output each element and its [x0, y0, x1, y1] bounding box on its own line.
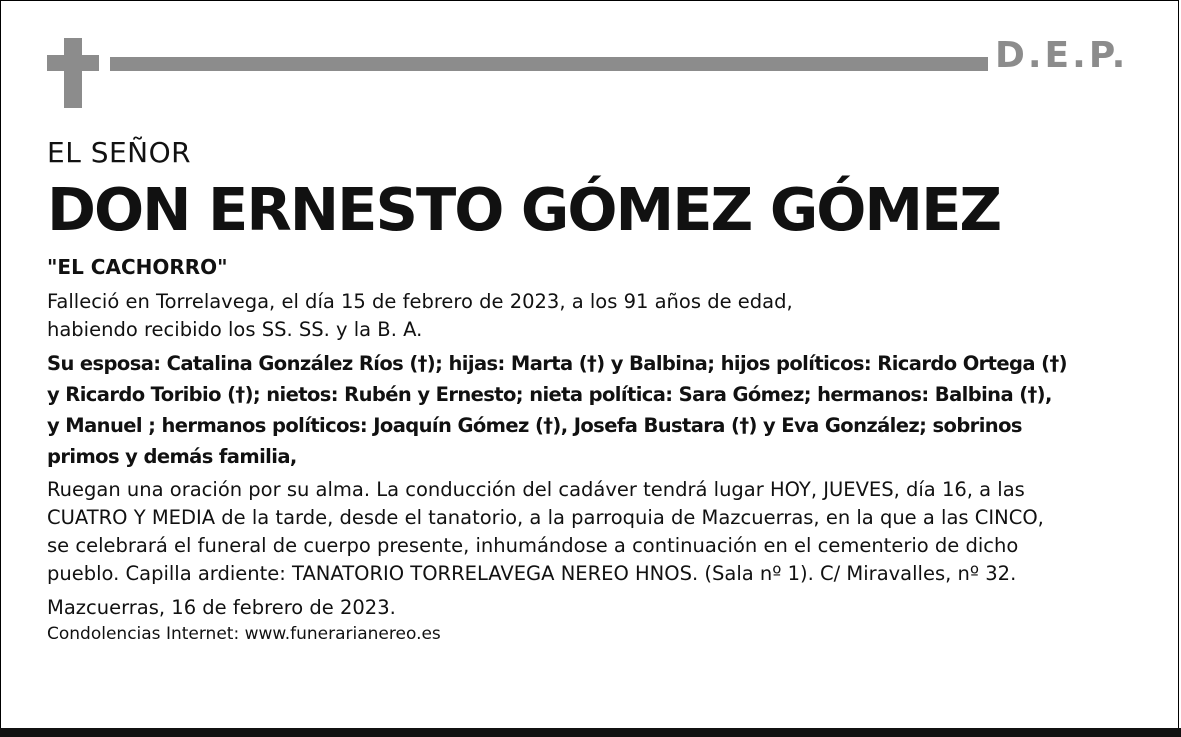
- death-line: Falleció en Torrelavega, el día 15 de febrero de 2023, a los 91 años de edad,: [47, 290, 793, 313]
- bottom-bar: [0, 728, 1181, 737]
- condolences-line: Condolencias Internet: www.funerarianereo.es: [47, 624, 441, 644]
- death-line: habiendo recibido los SS. SS. y la B. A.: [47, 318, 423, 341]
- death-paragraph: [47, 288, 1157, 344]
- nickname: "EL CACHORRO": [47, 255, 228, 279]
- ceremony-line: CUATRO Y MEDIA de la tarde, desde el tanatorio, a la parroquia de Mazcuerras, en la que a las CINCO,: [47, 506, 1044, 529]
- ceremony-line: se celebrará el funeral de cuerpo presente, inhumándose a continuación en el cementerio de dicho: [47, 534, 1019, 557]
- honorific: EL SEÑOR: [47, 136, 192, 169]
- deceased-name: DON ERNESTO GÓMEZ GÓMEZ: [47, 175, 1001, 244]
- family-line: primos y demás familia,: [47, 445, 297, 468]
- header-rule: [110, 57, 988, 71]
- place-date: Mazcuerras, 16 de febrero de 2023.: [47, 596, 396, 619]
- family-line: y Manuel ; hermanos políticos: Joaquín Gómez (†), Josefa Bustara (†) y Eva González; sobrinos: [47, 414, 1022, 437]
- cross-icon: [47, 38, 99, 108]
- family-line: y Ricardo Toribio (†); nietos: Rubén y Ernesto; nieta política: Sara Gómez; hermanos: Balbina (†),: [47, 383, 1052, 406]
- notice-body: [47, 135, 1157, 646]
- family-paragraph: [47, 348, 1157, 472]
- family-line: Su esposa: Catalina González Ríos (†); hijas: Marta (†) y Balbina; hijos políticos: Ricardo Ortega (†): [47, 352, 1067, 375]
- ceremony-paragraph: [47, 476, 1157, 588]
- dep-label: D.E.P.: [995, 35, 1129, 76]
- ceremony-line: pueblo. Capilla ardiente: TANATORIO TORRELAVEGA NEREO HNOS. (Sala nº 1). C/ Miravalles, nº 32.: [47, 562, 1017, 585]
- ceremony-line: Ruegan una oración por su alma. La conducción del cadáver tendrá lugar HOY, JUEVES, día 16, a las: [47, 478, 1025, 501]
